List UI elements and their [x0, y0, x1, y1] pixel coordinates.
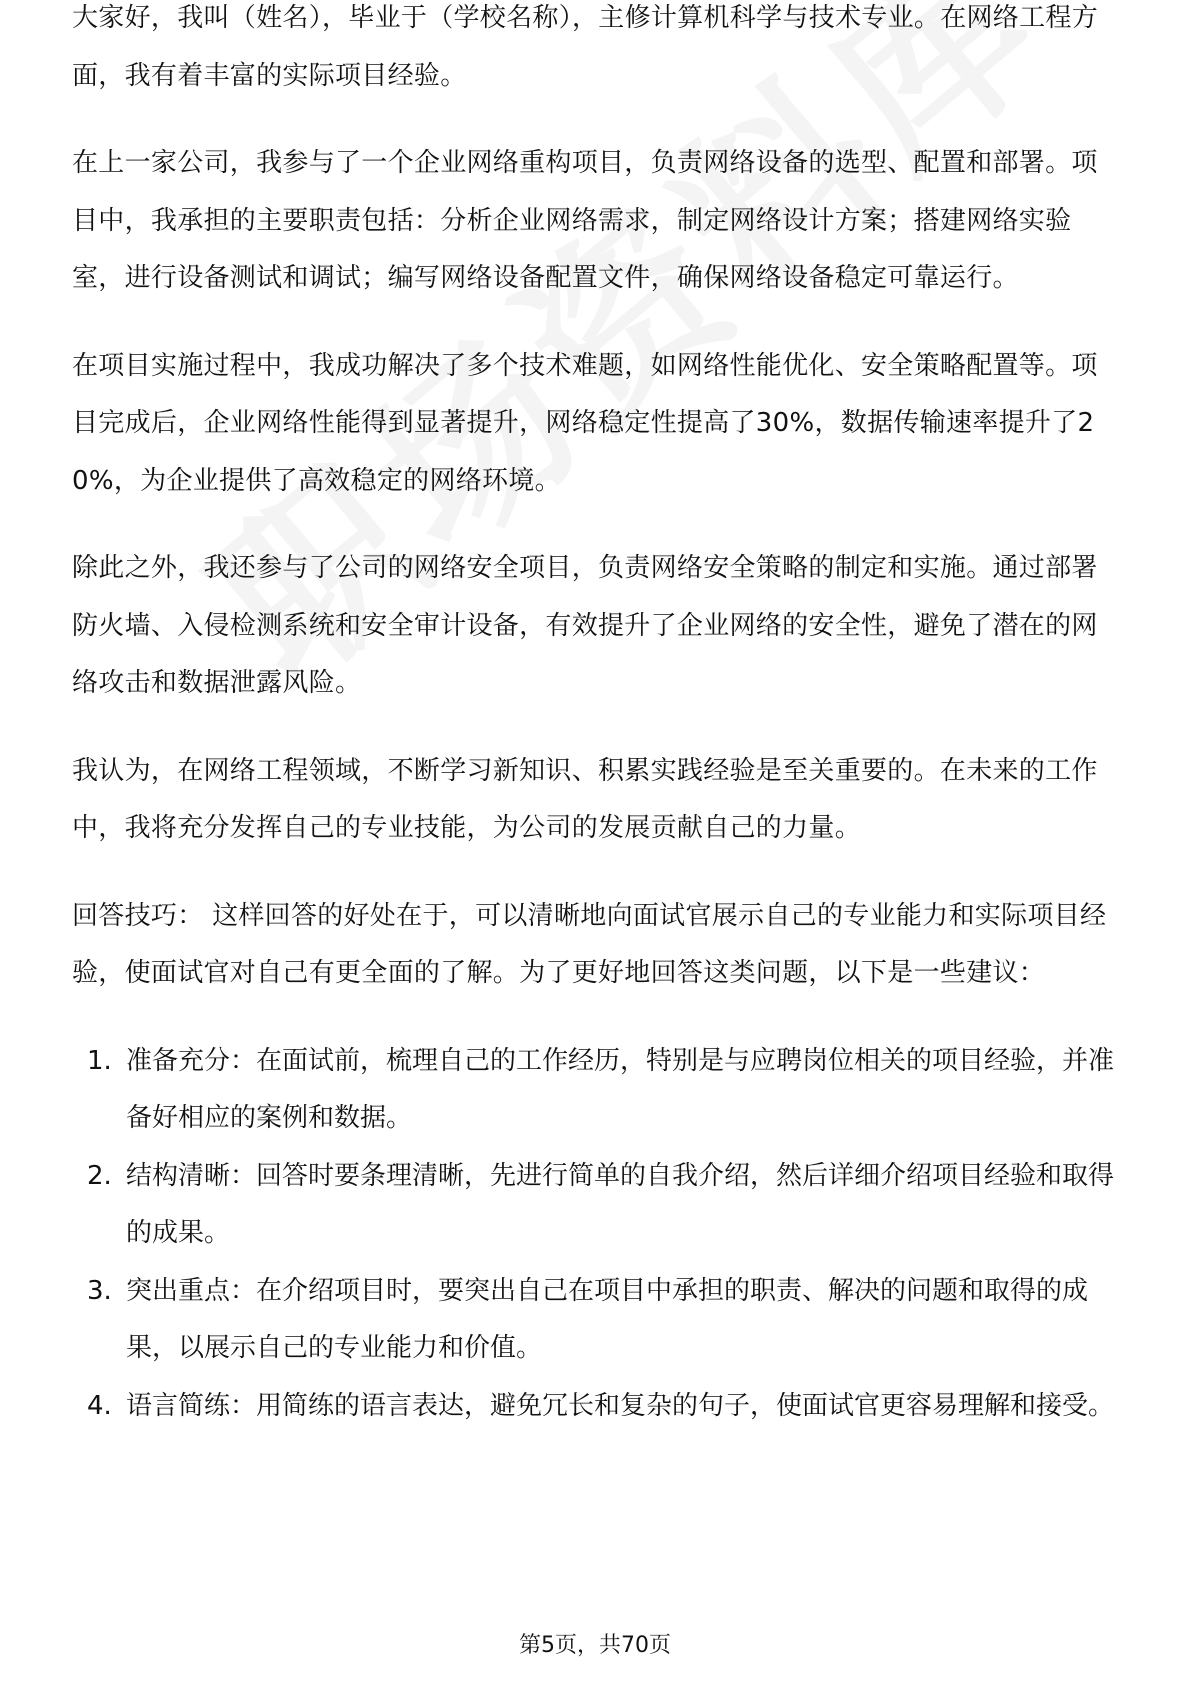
list-number: 3.	[87, 1275, 112, 1306]
list-item	[72, 1033, 1122, 1148]
paragraph-outlook: 我认为，在网络工程领域，不断学习新知识、积累实践经验是至关重要的。在未来的工作中，我将充分发挥自己的专业技能，为公司的发展贡献自己的力量。	[72, 755, 1098, 843]
paragraph-intro: 大家好，我叫（姓名），毕业于（学校名称），主修计算机科学与技术专业。在网络工程方面，我有着丰富的实际项目经验。	[72, 3, 1099, 91]
list-item	[72, 1378, 1122, 1436]
paragraph-project-role: 在上一家公司，我参与了一个企业网络重构项目，负责网络设备的选型、配置和部署。项目中，我承担的主要职责包括：分析企业网络需求，制定网络设计方案；搭建网络实验室，进行设备测试和调试；编写网络设备配置文件，确保网络设备稳定可靠运行。	[72, 148, 1098, 293]
list-item	[72, 1148, 1122, 1263]
paragraph-results: 在项目实施过程中，我成功解决了多个技术难题，如网络性能优化、安全策略配置等。项目完成后，企业网络性能得到显著提升，网络稳定性提高了30%，数据传输速率提升了20%，为企业提供了高效稳定的网络环境。	[72, 350, 1098, 496]
list-text: 准备充分：在面试前，梳理自己的工作经历，特别是与应聘岗位相关的项目经验，并准备好相应的案例和数据。	[126, 1045, 1115, 1133]
paragraph-answer-tips: 回答技巧： 这样回答的好处在于，可以清晰地向面试官展示自己的专业能力和实际项目经验，使面试官对自己有更全面的了解。为了更好地回答这类问题，以下是一些建议：	[72, 900, 1107, 988]
list-number: 2.	[87, 1160, 112, 1191]
list-text: 结构清晰：回答时要条理清晰，先进行简单的自我介绍，然后详细介绍项目经验和取得的成果。	[126, 1160, 1115, 1248]
list-text: 语言简练：用简练的语言表达，避免冗长和复杂的句子，使面试官更容易理解和接受。	[126, 1390, 1115, 1421]
list-number: 1.	[87, 1045, 112, 1076]
page-number: 第5页，共70页	[519, 1633, 671, 1658]
list-item	[72, 1263, 1122, 1378]
paragraph-security-project: 除此之外，我还参与了公司的网络安全项目，负责网络安全策略的制定和实施。通过部署防火墙、入侵检测系统和安全审计设备，有效提升了企业网络的安全性，避免了潜在的网络攻击和数据泄露风险。	[72, 553, 1098, 698]
document-body	[72, 3, 1122, 1435]
list-text: 突出重点：在介绍项目时，要突出自己在项目中承担的职责、解决的问题和取得的成果，以展示自己的专业能力和价值。	[126, 1275, 1089, 1363]
tips-list	[72, 1033, 1122, 1436]
list-number: 4.	[87, 1390, 112, 1421]
